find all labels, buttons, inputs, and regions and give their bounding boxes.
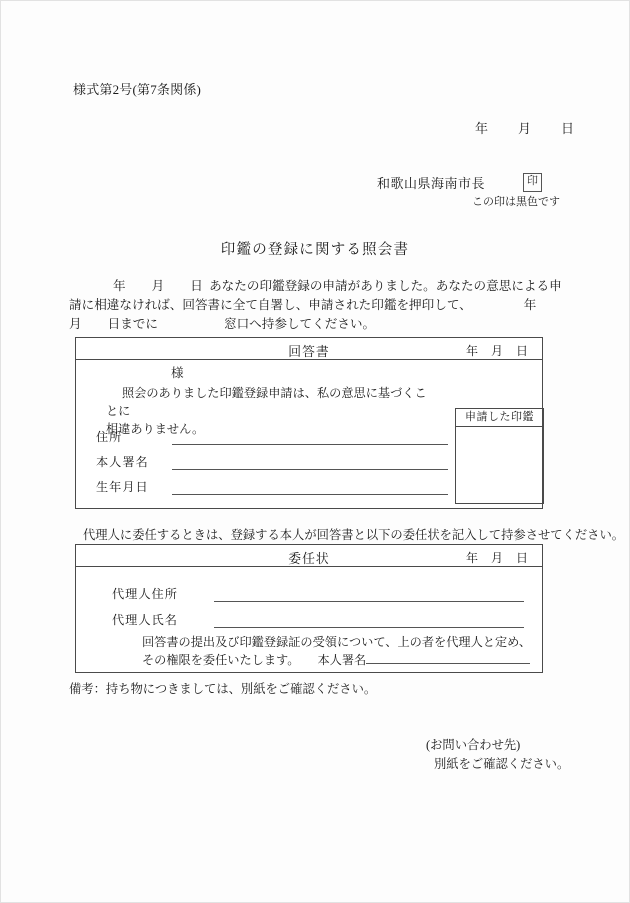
reply-form-box — [75, 337, 543, 509]
power-of-attorney-box — [75, 544, 543, 673]
poa-signature-input[interactable] — [366, 651, 530, 664]
poa-box-title: 委任状 — [288, 552, 330, 566]
issuer-row — [377, 173, 542, 192]
poa-statement-line-2: その権限を委任いたします。 — [142, 653, 300, 667]
seal-color-note: この印は黒色です — [472, 196, 560, 208]
reply-box-header — [76, 338, 542, 360]
reply-date-year: 年 — [465, 344, 478, 358]
poa-box-date — [466, 549, 528, 566]
contact-section — [426, 736, 569, 774]
issue-date-day: 日 — [560, 121, 574, 136]
body-sentence-3b: 窓口へ持参してください。 — [223, 317, 376, 331]
proxy-instruction-note: 代理人に委任するときは、登録する本人が回答書と以下の委任状を記入して持参させてください。 — [83, 528, 625, 542]
reply-box-date — [466, 342, 528, 359]
field-row-proxy-name — [112, 611, 524, 628]
field-input-proxy-name[interactable] — [214, 614, 524, 628]
issue-date-month: 月 — [517, 121, 531, 136]
field-label-birthdate: 生年月日 — [96, 480, 149, 494]
field-input-signature[interactable] — [172, 456, 448, 470]
body-sentence-2: 相違なければ、回答書に全て自署し、申請された印鑑を押印して、 — [94, 298, 472, 312]
field-label-address: 住所 — [96, 430, 123, 444]
applied-seal-label: 申請した印鑑 — [456, 409, 543, 427]
body-date-day: 日 — [190, 279, 203, 293]
field-label-proxy-address: 代理人住所 — [112, 587, 178, 601]
field-label-signature: 本人署名 — [96, 455, 149, 469]
body-paragraph — [69, 277, 565, 334]
field-row-signature — [96, 453, 448, 470]
poa-box-header — [76, 545, 542, 567]
applied-seal-area[interactable] — [455, 408, 544, 504]
contact-heading: (お問い合わせ先) — [426, 738, 521, 752]
field-row-birthdate — [96, 478, 448, 495]
addressee-suffix: 様 — [171, 366, 184, 380]
deadline-month: 月 — [69, 317, 82, 331]
remark-note: 備考：持ち物につきましては、別紙をご確認ください。 — [69, 682, 377, 696]
reply-date-month: 月 — [490, 344, 503, 358]
poa-date-month: 月 — [490, 551, 503, 565]
poa-statement-line-1: 回答書の提出及び印鑑登録証の受領について、上の者を代理人と定め、 — [142, 635, 532, 649]
page-title: 印鑑の登録に関する照会書 — [220, 242, 410, 258]
body-date-year: 年 — [113, 279, 126, 293]
deadline-day: 日ま — [107, 317, 133, 331]
reply-date-day: 日 — [515, 344, 528, 358]
poa-statement — [142, 633, 532, 669]
field-row-address — [96, 428, 448, 445]
body-sentence-1: あなたの印鑑登録の申請がありました。あなたの意思による申請に — [69, 279, 562, 312]
poa-date-day: 日 — [515, 551, 528, 565]
seal-stamp-icon: 印 — [523, 173, 542, 192]
field-row-proxy-address — [112, 585, 524, 602]
field-input-proxy-address[interactable] — [214, 588, 524, 602]
field-input-address[interactable] — [172, 431, 448, 445]
body-date-month: 月 — [151, 279, 165, 293]
reply-box-title: 回答書 — [288, 345, 330, 359]
poa-date-year: 年 — [465, 551, 478, 565]
field-label-proxy-name: 代理人氏名 — [112, 613, 178, 627]
body-sentence-3a: でに — [132, 317, 158, 331]
reply-statement-line-2: 相違ありません。 — [106, 422, 205, 436]
contact-line: 別紙をご確認ください。 — [434, 757, 570, 771]
poa-signature-label: 本人署名 — [317, 653, 367, 667]
deadline-year: 年 — [523, 298, 537, 312]
issuer-name: 和歌山県海南市長 — [377, 176, 486, 191]
form-number: 様式第2号(第7条関係) — [73, 82, 202, 97]
issue-date-line — [1, 118, 629, 137]
issue-date-year: 年 — [474, 121, 488, 136]
field-input-birthdate[interactable] — [172, 481, 448, 495]
reply-statement-line-1: 照会のありました印鑑登録申請は、私の意思に基づくことに — [106, 386, 427, 418]
